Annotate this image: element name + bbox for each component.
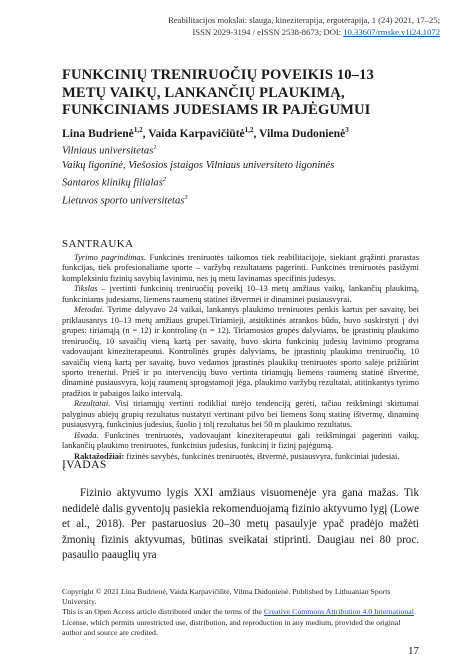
author-affiliation-sup: 1,2 (244, 126, 254, 134)
abstract-paragraph (62, 398, 419, 429)
abstract-text: Visi tiriamųjų vertinti rodikliai turėjo tendenciją gerėti, tačiau reikšmingi skirtumai palyginus abiejų grupių rezultatus nustatyti vertinant pilvo bei liemens šonų statinę ištvermę, dinaminę pusiausvyrą, funkcinius judesius, šuolio į tolį rezultatus bei 50 m plaukimo rezultatus. (62, 398, 419, 430)
affiliation-line (62, 141, 422, 159)
keywords-paragraph (62, 451, 419, 461)
affiliation-line (62, 191, 422, 209)
author-separator: , (142, 126, 149, 140)
license-text (62, 607, 422, 638)
abstract-label: Tikslas (74, 283, 98, 294)
author-name: Vaida Karpavičiūtė (148, 126, 245, 140)
section-heading-intro: ĮVADAS (62, 458, 107, 471)
license-prefix: This is an Open Access article distributed under the terms of the (62, 607, 264, 617)
abstract-paragraph (62, 252, 419, 283)
affiliation-list (62, 141, 422, 209)
abstract-body (62, 252, 419, 461)
abstract-text: Funkcinės treniruotės, vadovaujant kineziterapeutui gali reikšmingai pagerinti vaikų, lankančių plaukimo treniruotes, funkcinius judesius, funkcinį ir fizinį pajėgumą. (62, 429, 419, 451)
affiliation-text: Vilniaus universitetas (62, 145, 154, 157)
author-separator: , (253, 126, 260, 140)
affiliation-sup: 2 (162, 176, 167, 184)
abstract-label: Tyrimo pagrindimas. (74, 252, 147, 262)
author-name: Lina Budrienė (62, 126, 134, 140)
affiliation-sup: 3 (184, 194, 188, 202)
author-list (62, 126, 422, 140)
abstract-text: – įvertinti funkcinių treniruočių poveikį 10–13 metų amžiaus vaikų, lankančių plaukimą, funkciniams judesiams, liemens raumenų statinei ištvermei ir dinaminei pusiausvyrai. (62, 283, 419, 304)
keywords-text: fizinės savybės, funkcinės treniruotės, ištvermė, pusiausvyra, funkciniai judesiai. (124, 450, 400, 461)
author-name: Vilma Dudonienė (259, 126, 346, 140)
affiliation-text: Santaros klinikų filialas (62, 177, 163, 189)
license-link[interactable]: Creative Commons Attribution 4.0 International (263, 607, 414, 617)
abstract-paragraph (62, 283, 419, 304)
abstract-text: Tyrime dalyvavo 24 vaikai, lankantys plaukimo treniruotes penkis kartus per savaitę, bei priklausantys 10–13 metų amžiaus grupei.Tiriamieji, atsitiktinės atrankos būdu, buvo suskirstyti į dvi grupes: tiriamąją (n = 12) ir kontrolinę (n = 12). Tiriamosios grupės dalyviams, be įprastinių plaukimo treniruočių, 10 savaičių vieną kartą per savaitę, buvo skirta funkcinių judesių lavinimo programa vadovaujant kineziterapeutui. Kontrolinės grupės dalyviams, be įprastinių plaukimo treniruočių, 10 savaičių vieną kartą per savaitę, buvo vedamos įprastinės plaukikų treniruotės sporto salėje prižiūrint sporto treneriui. Prieš ir po intervencijų buvo vertinta tiriamųjų liemens raumenų statinė ištvermė, dinaminė pusiausvyra, kojų raumenų sprogstamoji jėga, plaukimo varžybų rezultatai, atitinkantys tyrimo pradžios ir pabaigos laiko intervalą. (62, 304, 419, 398)
copyright-footer (62, 587, 422, 638)
abstract-label: Rezultatai. (74, 398, 111, 409)
affiliation-sup: 1 (153, 144, 157, 151)
abstract-label: Išvada. (74, 429, 99, 440)
license-suffix: License, which permits unrestricted use, distribution, and reproduction in any medium, provided the original author and source are credited. (62, 617, 401, 637)
issn-text: ISSN 2029-3194 / eISSN 2538-8673; DOI: (192, 27, 344, 38)
abstract-heading: SANTRAUKA (62, 238, 134, 250)
author-affiliation-sup: 1,2 (133, 126, 143, 134)
affiliation-text: Vaikų ligoninė, Viešosios įstaigos Vilniaus universiteto ligoninės (62, 159, 335, 171)
page-number: 17 (408, 645, 419, 657)
abstract-paragraph (62, 304, 419, 398)
copyright-text: Copyright © 2021 Lina Budrienė, Vaida Karpavičiūtė, Vilma Dudonienė. Published by Lithuanian Sports University. (62, 587, 391, 607)
journal-citation: Reabilitacijos mokslai: slauga, kineziterapija, ergoterapija, 1 (24) 2021, 17–25; (168, 15, 440, 25)
keywords-label: Raktažodžiai: (74, 450, 125, 461)
affiliation-text: Lietuvos sporto universitetas (62, 195, 185, 207)
affiliation-line (62, 173, 422, 191)
journal-header (110, 14, 440, 38)
intro-body (62, 486, 419, 564)
doi-link[interactable]: 10.33607/rmske.v1i24.1072 (343, 27, 440, 38)
affiliation-line (62, 159, 422, 173)
author-affiliation-sup: 3 (345, 126, 349, 134)
body-paragraph: Fizinio aktyvumo lygis XXI amžiaus visuomenėje yra gana mažas. Tik nedidelė dalis gyventojų pasiekia rekomenduojamą fizinio aktyvumo lygį (Lowe et al., 2018). Per pastaruosius 20–30 metų pasaulyje ypač pradėjo mažėti žmonių fizinis aktyvumas, būtinas sveikatai stiprinti. Daugiau nei 80 proc. pasaulio paauglių yra (62, 487, 419, 562)
abstract-label: Metodai. (74, 304, 105, 315)
article-title: FUNKCINIŲ TRENIRUOČIŲ POVEIKIS 10–13 METŲ VAIKŲ, LANKANČIŲ PLAUKIMĄ, FUNKCINIAMS JUDESIAMS IR PAJĖGUMUI (62, 67, 374, 118)
abstract-paragraph (62, 430, 419, 451)
abstract-text: Funkcinės treniruotės taikomos tiek reabilitacijoje, siekiant grąžinti prarastas funkcijas, tiek profesionaliame sporte – varžybų rezultatams pagerinti. Funkcinės treniruotės pasižymi kompleksiniu fizinių savybių lavinimu, nes jų metu lavinamas specifinis judesys. (62, 252, 419, 283)
journal-issn-doi (110, 26, 440, 38)
